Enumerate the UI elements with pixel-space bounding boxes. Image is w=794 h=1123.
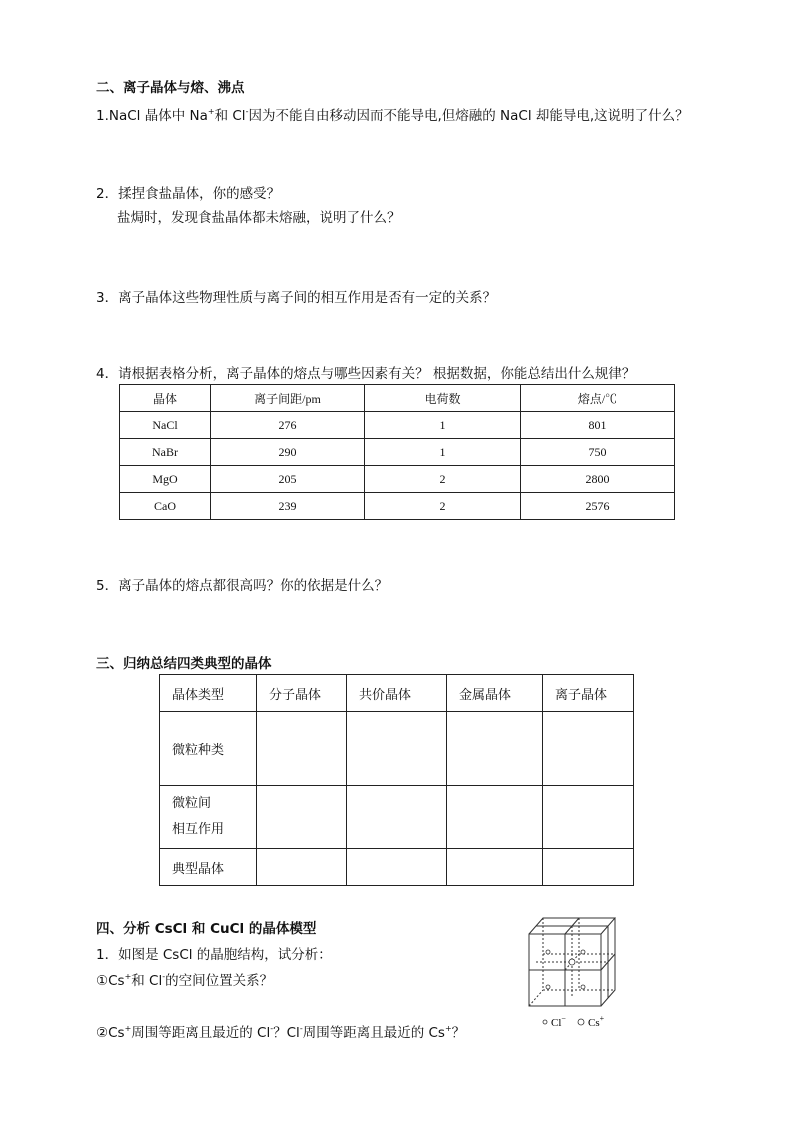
cl-atom [546, 985, 550, 989]
cl-atom [581, 950, 585, 954]
cl-atom [581, 985, 585, 989]
table-cell: 1 [365, 412, 521, 439]
table-row [160, 849, 634, 886]
table-header-cell: 金属晶体 [447, 675, 543, 712]
sub-question-2: ②Cs+周围等距离且最近的 Cl-？Cl-周围等距离且最近的 Cs+？ [96, 1023, 466, 1041]
table-header-cell: 共价晶体 [347, 675, 447, 712]
table-cell: 2576 [521, 493, 675, 520]
cscl-unit-cell-diagram [525, 912, 620, 1030]
table-cell: 239 [211, 493, 365, 520]
table-row-label: 典型晶体 [160, 849, 257, 886]
cl-legend-marker [543, 1020, 547, 1024]
question-1: 1.NaCl 晶体中 Na+和 Cl-因为不能自由移动因而不能导电,但熔融的 NaCl 却能导电,这说明了什么？ [96, 106, 689, 124]
sub-question-1: ①Cs+和 Cl-的空间位置关系？ [96, 971, 274, 989]
question-4: 4．请根据表格分析，离子晶体的熔点与哪些因素有关？ 根据数据，你能总结出什么规律？ [96, 366, 636, 382]
table-cell: NaCl [120, 412, 211, 439]
table-cell: NaBr [120, 439, 211, 466]
table-cell: 205 [211, 466, 365, 493]
cl-legend-label: Cl− [551, 1014, 566, 1029]
table-row [160, 712, 634, 786]
table-cell [447, 712, 543, 786]
table-header-row [160, 675, 634, 712]
table-row [120, 439, 675, 466]
table-header-row [120, 385, 675, 412]
table-cell [347, 849, 447, 886]
table-header-cell: 晶体类型 [160, 675, 257, 712]
table-cell: MgO [120, 466, 211, 493]
table-cell [543, 786, 634, 849]
question-2: 2．揉捏食盐晶体，你的感受？ [96, 186, 281, 202]
table-cell [257, 849, 347, 886]
question-3: 3．离子晶体这些物理性质与离子间的相互作用是否有一定的关系？ [96, 290, 497, 306]
question-2-followup: 盐焗时，发现食盐晶体都未熔融，说明了什么？ [117, 210, 401, 226]
table-header-cell: 熔点/℃ [521, 385, 675, 412]
question-1: 1．如图是 CsCl 的晶胞结构，试分析： [96, 947, 332, 963]
melting-point-table [119, 384, 675, 520]
question-5: 5．离子晶体的熔点都很高吗？你的依据是什么？ [96, 578, 389, 594]
table-cell: 2800 [521, 466, 675, 493]
row-label-line-1: 微粒间 [172, 796, 212, 811]
table-cell [257, 786, 347, 849]
table-cell: 276 [211, 412, 365, 439]
table-header-cell: 晶体 [120, 385, 211, 412]
section-3-title: 三、归纳总结四类典型的晶体 [96, 656, 272, 672]
cs-legend-label: Cs+ [588, 1014, 605, 1029]
row-label-line-2: 相互作用 [172, 822, 225, 837]
table-cell: 750 [521, 439, 675, 466]
hidden-edge [529, 990, 543, 1006]
table-header-cell: 分子晶体 [257, 675, 347, 712]
crystal-summary-table [159, 674, 634, 886]
table-cell [347, 712, 447, 786]
cl-atom [546, 950, 550, 954]
table-cell: 2 [365, 466, 521, 493]
table-cell: 1 [365, 439, 521, 466]
table-header-cell: 离子间距/pm [211, 385, 365, 412]
table-cell [543, 849, 634, 886]
table-row [120, 466, 675, 493]
table-cell [447, 786, 543, 849]
cs-legend-marker [578, 1019, 584, 1025]
table-cell [347, 786, 447, 849]
table-cell: 801 [521, 412, 675, 439]
table-row [160, 786, 634, 849]
table-cell: 290 [211, 439, 365, 466]
table-cell: CaO [120, 493, 211, 520]
table-cell [447, 849, 543, 886]
table-cell [257, 712, 347, 786]
table-cell [543, 712, 634, 786]
table-row-label [160, 786, 257, 849]
section-2-title: 二、离子晶体与熔、沸点 [96, 80, 245, 96]
table-header-cell: 离子晶体 [543, 675, 634, 712]
table-row-label: 微粒种类 [160, 712, 257, 786]
table-header-cell: 电荷数 [365, 385, 521, 412]
cs-atom [569, 959, 575, 965]
table-row [120, 412, 675, 439]
table-cell: 2 [365, 493, 521, 520]
section-4-title: 四、分析 CsCl 和 CuCl 的晶体模型 [96, 921, 317, 937]
table-row [120, 493, 675, 520]
